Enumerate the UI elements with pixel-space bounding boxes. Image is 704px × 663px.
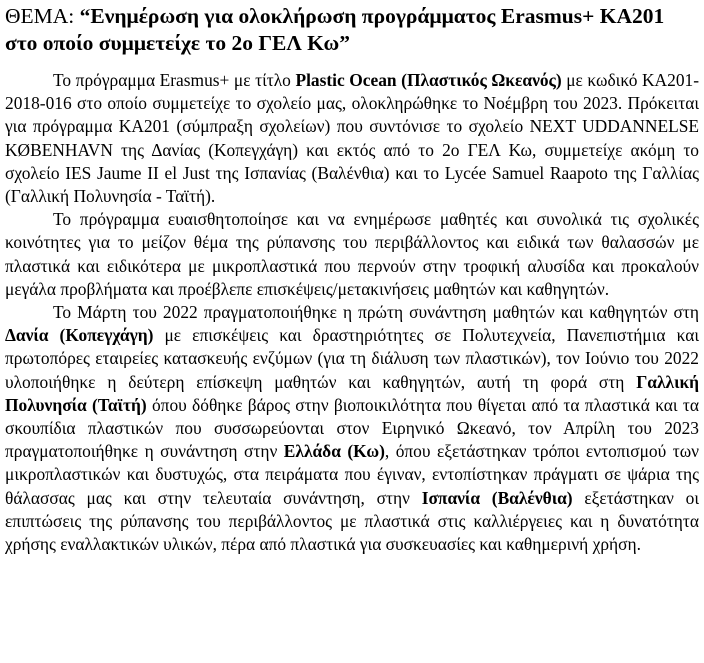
heading-title: “Ενημέρωση για ολοκλήρωση προγράμματος Erasmus+ KA201 στο οποίο συμμετείχε το 2ο ΓΕΛ Κω” xyxy=(5,4,665,55)
paragraph-goals xyxy=(5,208,699,301)
paragraph-text: με επισκέψεις και δραστηριότητες σε Πολυτεχνεία, Πανεπιστήμια και πρωτοπόρες εταιρείες κατασκευής ενζύμων (για τη διάλυση των πλαστικών), τον Ιούνιο του 2022 υλοποιήθηκε η δεύτερη επίσκεψη μαθητών και καθηγητών, αυτή τη φορά στη xyxy=(5,325,699,392)
location-spain: Ισπανία (Βαλένθια) xyxy=(421,487,573,508)
paragraph-meetings xyxy=(5,301,699,556)
paragraph-text: εξετάστηκαν οι επιπτώσεις της ρύπανσης του περιβάλλοντος με πλαστικά στις καλλιέργειες και η δυνατότητα χρήσης εναλλακτικών υλικών, πέρα από πλαστικά για συσκευασίες και καθημερινή χρήση. xyxy=(5,487,700,555)
heading-label: ΘΕΜΑ: xyxy=(5,4,75,28)
paragraph-text: Το πρόγραμμα Erasmus+ με τίτλο xyxy=(53,70,296,90)
document-heading xyxy=(5,3,699,57)
program-title: Plastic Ocean (Πλαστικός Ωκεανός) xyxy=(295,70,562,90)
paragraph-text: όπου δόθηκε βάρος στην βιοποικιλότητα που θίγεται από τα πλαστικά και τα σκουπίδια πλαστικών που συσσωρεύονται στον Ειρηνικό Ωκεανό, τον Απρίλη του 2023 πραγματοποιήθηκε η συνάντηση στην xyxy=(5,394,700,462)
paragraph-text: με κωδικό KA201-2018-016 στο οποίο συμμετείχε το σχολείο μας, ολοκληρώθηκε το Νοέμβρη του 2023. Πρόκειται για πρόγραμμα ΚΑ201 (σύμπραξη σχολείων) που συντόνισε το σχολείο NEXT UDDANNELSE KØBENHAVN της Δανίας (Κοπεγχάγη) και εκτός από το 2ο ΓΕΛ Κω, συμμετείχε ακόμη το σχολείο IES Jaume II el Just της Ισπανίας (Βαλένθια) και το Lycée Samuel Raapoto της Γαλλίας (Γαλλική Πολυνησία - Ταϊτή). xyxy=(5,70,699,207)
location-polynesia: Γαλλική Πολυνησία (Ταϊτή) xyxy=(5,371,699,415)
location-greece: Ελλάδα (Κω) xyxy=(283,441,385,462)
paragraph-text: Το Μάρτη του 2022 πραγματοποιήθηκε η πρώτη συνάντηση μαθητών και καθηγητών στη xyxy=(53,302,699,323)
paragraph-intro xyxy=(5,69,699,208)
paragraph-text: Το πρόγραμμα ευαισθητοποίησε και να ενημέρωσε μαθητές και συνολικά τις σχολικές κοινότητες για το μείζον θέμα της ρύπανσης του περιβάλλοντος και ειδικά των θαλασσών με πλαστικά και ειδικότερα με μικροπλαστικά που περνούν στην τροφική αλυσίδα και προκαλούν μεγάλα προβλήματα και προέβλεπε επισκέψεις/μετακινήσεις μαθητών και καθηγητών. xyxy=(5,209,699,299)
location-denmark: Δανία (Κοπεγχάγη) xyxy=(5,325,154,346)
paragraph-text: , όπου εξετάστηκαν τρόποι εντοπισμού των μικροπλαστικών και δυστυχώς, στα πειράματα που έγιναν, εντοπίστηκαν πράγματι σε ψάρια της θάλασσας μας και στην τελευταία συνάντηση, στην xyxy=(5,441,700,508)
